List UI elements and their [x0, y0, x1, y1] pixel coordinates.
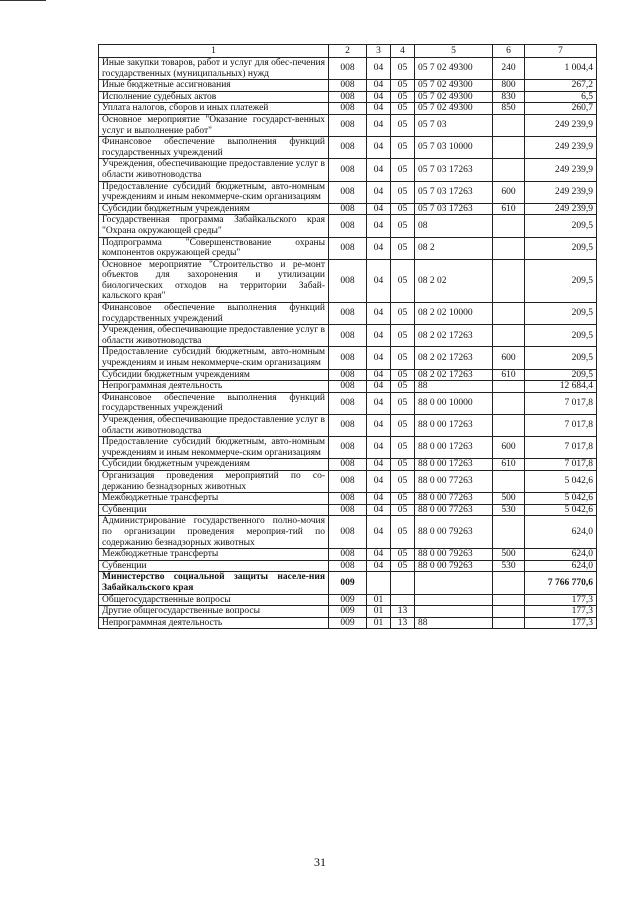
cell-section: 04: [367, 259, 391, 302]
cell-target-article: 05 7 03 17263: [415, 203, 493, 215]
cell-amount: 260,7: [525, 103, 597, 115]
cell-section: 04: [367, 114, 391, 136]
cell-target-article: 88 0 00 79263: [415, 549, 493, 561]
cell-expense-type: [493, 159, 525, 181]
cell-expense-type: 610: [493, 369, 525, 381]
cell-section: 01: [367, 594, 391, 606]
cell-grbs: 008: [329, 203, 367, 215]
cell-expense-type: [493, 572, 525, 594]
cell-amount: 249 239,9: [525, 203, 597, 215]
table-row: [99, 459, 597, 471]
cell-amount: 249 239,9: [525, 159, 597, 181]
cell-section: 04: [367, 181, 391, 203]
cell-section: 04: [367, 560, 391, 572]
cell-section: 04: [367, 493, 391, 505]
cell-name: Подпрограмма "Совершенствование охраны компонентов окружающей среды": [99, 237, 329, 259]
cell-section: 04: [367, 415, 391, 437]
cell-subsection: 05: [391, 437, 415, 459]
cell-name: Межбюджетные трансферты: [99, 493, 329, 505]
header-col-7: 7: [525, 45, 597, 58]
table-row: [99, 504, 597, 516]
cell-target-article: 08: [415, 215, 493, 237]
cell-expense-type: [493, 516, 525, 549]
cell-expense-type: 800: [493, 80, 525, 92]
cell-amount: 624,0: [525, 549, 597, 561]
cell-grbs: 008: [329, 303, 367, 325]
cell-section: 04: [367, 369, 391, 381]
table-row: [99, 392, 597, 414]
cell-amount: 7 017,8: [525, 415, 597, 437]
table-row: [99, 259, 597, 302]
cell-amount: 209,5: [525, 215, 597, 237]
cell-amount: 249 239,9: [525, 114, 597, 136]
header-col-2: 2: [329, 45, 367, 58]
cell-grbs: 008: [329, 137, 367, 159]
table-row: [99, 203, 597, 215]
cell-subsection: 05: [391, 470, 415, 492]
cell-section: 04: [367, 381, 391, 393]
cell-subsection: 05: [391, 215, 415, 237]
cell-expense-type: [493, 470, 525, 492]
cell-target-article: 88 0 00 17263: [415, 437, 493, 459]
cell-subsection: 05: [391, 237, 415, 259]
cell-amount: 209,5: [525, 369, 597, 381]
cell-amount: 209,5: [525, 347, 597, 369]
cell-amount: 624,0: [525, 560, 597, 572]
cell-expense-type: 600: [493, 437, 525, 459]
cell-expense-type: 530: [493, 504, 525, 516]
cell-name: Министерство социальной защиты населе-ния Забайкальского края: [99, 572, 329, 594]
cell-subsection: 05: [391, 259, 415, 302]
cell-grbs: 008: [329, 325, 367, 347]
cell-amount: 209,5: [525, 325, 597, 347]
cell-name: Исполнение судебных актов: [99, 91, 329, 103]
cell-target-article: 08 2: [415, 237, 493, 259]
cell-target-article: 05 7 03: [415, 114, 493, 136]
cell-grbs: 009: [329, 572, 367, 594]
cell-target-article: 88 0 00 79263: [415, 560, 493, 572]
cell-grbs: 008: [329, 347, 367, 369]
cell-name: Администрирование государственного полно-мочия по организации проведения мероприя-тий по содержанию безнадзорных животных: [99, 516, 329, 549]
cell-amount: 624,0: [525, 516, 597, 549]
cell-subsection: 05: [391, 415, 415, 437]
cell-subsection: 05: [391, 114, 415, 136]
table-row: [99, 516, 597, 549]
cell-grbs: 008: [329, 459, 367, 471]
cell-amount: 7 017,8: [525, 459, 597, 471]
cell-amount: 267,2: [525, 80, 597, 92]
cell-name: Предоставление субсидий бюджетным, авто-номным учреждениям и иным некоммерче-ским организациям: [99, 347, 329, 369]
cell-subsection: 05: [391, 203, 415, 215]
table-row: [99, 80, 597, 92]
cell-target-article: 05 7 02 49300: [415, 80, 493, 92]
cell-target-article: [415, 606, 493, 618]
cell-target-article: 08 2 02 17263: [415, 347, 493, 369]
cell-name: Межбюджетные трансферты: [99, 549, 329, 561]
cell-target-article: 88 0 00 17263: [415, 415, 493, 437]
cell-target-article: 88 0 00 10000: [415, 392, 493, 414]
table-row: [99, 159, 597, 181]
cell-name: Субсидии бюджетным учреждениям: [99, 369, 329, 381]
table-row: [99, 415, 597, 437]
table-row: [99, 381, 597, 393]
table-row: [99, 181, 597, 203]
cell-target-article: 88: [415, 617, 493, 629]
cell-subsection: 05: [391, 560, 415, 572]
cell-grbs: 008: [329, 392, 367, 414]
cell-name: Учреждения, обеспечивающие предоставление услуг в области животноводства: [99, 159, 329, 181]
cell-target-article: 08 2 02: [415, 259, 493, 302]
cell-section: 04: [367, 80, 391, 92]
cell-expense-type: 600: [493, 347, 525, 369]
cell-target-article: 05 7 03 17263: [415, 159, 493, 181]
cell-grbs: 008: [329, 181, 367, 203]
cell-section: 04: [367, 516, 391, 549]
cell-amount: 6,5: [525, 91, 597, 103]
corner-rule: [0, 0, 46, 1]
cell-grbs: 008: [329, 493, 367, 505]
cell-target-article: 05 7 02 49300: [415, 103, 493, 115]
cell-grbs: 008: [329, 470, 367, 492]
header-col-4: 4: [391, 45, 415, 58]
cell-subsection: 05: [391, 58, 415, 80]
cell-subsection: 05: [391, 493, 415, 505]
cell-name: Финансовое обеспечение выполнения функций государственных учреждений: [99, 303, 329, 325]
cell-section: 04: [367, 325, 391, 347]
cell-amount: 7 017,8: [525, 392, 597, 414]
cell-grbs: 008: [329, 91, 367, 103]
page-number: 31: [314, 855, 326, 869]
cell-subsection: 05: [391, 137, 415, 159]
table-row: [99, 237, 597, 259]
cell-subsection: 05: [391, 504, 415, 516]
cell-amount: 209,5: [525, 259, 597, 302]
cell-amount: 249 239,9: [525, 137, 597, 159]
cell-expense-type: 610: [493, 459, 525, 471]
header-col-5: 5: [415, 45, 493, 58]
cell-section: 04: [367, 459, 391, 471]
table-row: [99, 606, 597, 618]
cell-section: [367, 572, 391, 594]
cell-section: 04: [367, 504, 391, 516]
budget-table: [98, 44, 597, 629]
cell-grbs: 009: [329, 606, 367, 618]
cell-section: 04: [367, 392, 391, 414]
cell-name: Иные закупки товаров, работ и услуг для обес-печения государственных (муниципальных) нужд: [99, 58, 329, 80]
cell-section: 04: [367, 437, 391, 459]
cell-amount: 177,3: [525, 606, 597, 618]
cell-grbs: 009: [329, 594, 367, 606]
cell-amount: 209,5: [525, 303, 597, 325]
cell-target-article: 08 2 02 17263: [415, 325, 493, 347]
cell-target-article: 88 0 00 17263: [415, 459, 493, 471]
table-row: [99, 114, 597, 136]
table-row: [99, 617, 597, 629]
table-row: [99, 437, 597, 459]
cell-target-article: 08 2 02 10000: [415, 303, 493, 325]
header-col-6: 6: [493, 45, 525, 58]
cell-name: Субвенции: [99, 504, 329, 516]
cell-section: 04: [367, 470, 391, 492]
cell-target-article: 05 7 03 17263: [415, 181, 493, 203]
cell-subsection: 05: [391, 381, 415, 393]
cell-target-article: [415, 594, 493, 606]
cell-name: Другие общегосударственные вопросы: [99, 606, 329, 618]
cell-name: Общегосударственные вопросы: [99, 594, 329, 606]
cell-name: Предоставление субсидий бюджетным, авто-номным учреждениям и иным некоммерче-ским организациям: [99, 181, 329, 203]
cell-grbs: 008: [329, 237, 367, 259]
cell-subsection: 05: [391, 392, 415, 414]
cell-expense-type: [493, 259, 525, 302]
table-row: [99, 369, 597, 381]
cell-amount: 7 017,8: [525, 437, 597, 459]
cell-grbs: 008: [329, 437, 367, 459]
cell-grbs: 008: [329, 259, 367, 302]
table-row: [99, 493, 597, 505]
table-row: [99, 572, 597, 594]
cell-subsection: 05: [391, 159, 415, 181]
table-row: [99, 215, 597, 237]
cell-section: 01: [367, 617, 391, 629]
cell-section: 01: [367, 606, 391, 618]
cell-expense-type: [493, 114, 525, 136]
cell-amount: 5 042,6: [525, 493, 597, 505]
cell-subsection: 05: [391, 347, 415, 369]
cell-expense-type: [493, 381, 525, 393]
cell-grbs: 008: [329, 549, 367, 561]
cell-name: Уплата налогов, сборов и иных платежей: [99, 103, 329, 115]
cell-expense-type: [493, 594, 525, 606]
cell-name: Субвенции: [99, 560, 329, 572]
cell-target-article: 05 7 03 10000: [415, 137, 493, 159]
cell-amount: 5 042,6: [525, 470, 597, 492]
cell-grbs: 008: [329, 215, 367, 237]
cell-amount: 7 766 770,6: [525, 572, 597, 594]
header-col-1: 1: [99, 45, 329, 58]
cell-subsection: 13: [391, 606, 415, 618]
cell-grbs: 008: [329, 80, 367, 92]
cell-target-article: 88 0 00 77263: [415, 493, 493, 505]
cell-section: 04: [367, 237, 391, 259]
cell-target-article: [415, 572, 493, 594]
table-row: [99, 325, 597, 347]
cell-subsection: 05: [391, 303, 415, 325]
cell-grbs: 008: [329, 159, 367, 181]
cell-subsection: 05: [391, 369, 415, 381]
cell-subsection: 13: [391, 617, 415, 629]
cell-section: 04: [367, 203, 391, 215]
cell-subsection: 05: [391, 516, 415, 549]
cell-grbs: 008: [329, 381, 367, 393]
table-row: [99, 347, 597, 369]
table-row: [99, 560, 597, 572]
cell-section: 04: [367, 347, 391, 369]
table-body: [99, 58, 597, 629]
cell-expense-type: [493, 325, 525, 347]
cell-expense-type: [493, 237, 525, 259]
cell-section: 04: [367, 58, 391, 80]
cell-name: Иные бюджетные ассигнования: [99, 80, 329, 92]
cell-subsection: 05: [391, 459, 415, 471]
cell-section: 04: [367, 91, 391, 103]
table-row: [99, 549, 597, 561]
table-row: [99, 470, 597, 492]
cell-expense-type: 530: [493, 560, 525, 572]
cell-name: Предоставление субсидий бюджетным, авто-номным учреждениям и иным некоммерче-ским организациям: [99, 437, 329, 459]
cell-amount: 209,5: [525, 237, 597, 259]
cell-name: Непрограммная деятельность: [99, 381, 329, 393]
cell-subsection: 05: [391, 103, 415, 115]
cell-subsection: [391, 594, 415, 606]
cell-expense-type: [493, 617, 525, 629]
cell-expense-type: 600: [493, 181, 525, 203]
cell-expense-type: [493, 215, 525, 237]
cell-subsection: 05: [391, 181, 415, 203]
table-row: [99, 103, 597, 115]
cell-target-article: 08 2 02 17263: [415, 369, 493, 381]
cell-section: 04: [367, 303, 391, 325]
header-col-3: 3: [367, 45, 391, 58]
cell-name: Субсидии бюджетным учреждениям: [99, 459, 329, 471]
cell-section: 04: [367, 137, 391, 159]
cell-expense-type: 500: [493, 493, 525, 505]
cell-name: Учреждения, обеспечивающие предоставление услуг в области животноводства: [99, 415, 329, 437]
cell-grbs: 008: [329, 504, 367, 516]
cell-name: Учреждения, обеспечивающие предоставление услуг в области животноводства: [99, 325, 329, 347]
cell-target-article: 88: [415, 381, 493, 393]
cell-section: 04: [367, 159, 391, 181]
cell-grbs: 009: [329, 617, 367, 629]
cell-target-article: 88 0 00 79263: [415, 516, 493, 549]
cell-name: Субсидии бюджетным учреждениям: [99, 203, 329, 215]
cell-grbs: 008: [329, 415, 367, 437]
cell-expense-type: 610: [493, 203, 525, 215]
cell-subsection: 05: [391, 325, 415, 347]
cell-target-article: 88 0 00 77263: [415, 470, 493, 492]
table-row: [99, 303, 597, 325]
cell-name: Основное мероприятие "Оказание государст-венных услуг и выполнение работ": [99, 114, 329, 136]
cell-section: 04: [367, 549, 391, 561]
cell-subsection: 05: [391, 91, 415, 103]
cell-name: Финансовое обеспечение выполнения функций государственных учреждений: [99, 392, 329, 414]
cell-name: Основное мероприятие "Строительство и ре-монт объектов для захоронения и утилизации биологических отходов на территории Забай-кальского края": [99, 259, 329, 302]
cell-grbs: 008: [329, 560, 367, 572]
cell-amount: 177,3: [525, 594, 597, 606]
cell-grbs: 008: [329, 516, 367, 549]
cell-expense-type: 850: [493, 103, 525, 115]
table-row: [99, 137, 597, 159]
cell-expense-type: [493, 303, 525, 325]
cell-expense-type: 240: [493, 58, 525, 80]
cell-subsection: [391, 572, 415, 594]
cell-name: Организация проведения мероприятий по со-держанию безнадзорных животных: [99, 470, 329, 492]
cell-name: Непрограммная деятельность: [99, 617, 329, 629]
cell-grbs: 008: [329, 58, 367, 80]
cell-amount: 1 004,4: [525, 58, 597, 80]
cell-section: 04: [367, 215, 391, 237]
cell-amount: 177,3: [525, 617, 597, 629]
cell-name: Государственная программа Забайкальского края "Охрана окружающей среды": [99, 215, 329, 237]
cell-expense-type: 500: [493, 549, 525, 561]
cell-target-article: 88 0 00 77263: [415, 504, 493, 516]
table-row: [99, 594, 597, 606]
cell-grbs: 008: [329, 103, 367, 115]
cell-grbs: 008: [329, 369, 367, 381]
cell-subsection: 05: [391, 80, 415, 92]
cell-amount: 12 684,4: [525, 381, 597, 393]
cell-expense-type: [493, 415, 525, 437]
cell-expense-type: [493, 606, 525, 618]
cell-section: 04: [367, 103, 391, 115]
table-row: [99, 91, 597, 103]
cell-name: Финансовое обеспечение выполнения функций государственных учреждений: [99, 137, 329, 159]
cell-expense-type: [493, 392, 525, 414]
cell-expense-type: 830: [493, 91, 525, 103]
cell-target-article: 05 7 02 49300: [415, 91, 493, 103]
table-row: [99, 58, 597, 80]
table-header-row: [99, 45, 597, 58]
cell-amount: 5 042,6: [525, 504, 597, 516]
cell-subsection: 05: [391, 549, 415, 561]
cell-expense-type: [493, 137, 525, 159]
cell-grbs: 008: [329, 114, 367, 136]
cell-amount: 249 239,9: [525, 181, 597, 203]
cell-target-article: 05 7 02 49300: [415, 58, 493, 80]
